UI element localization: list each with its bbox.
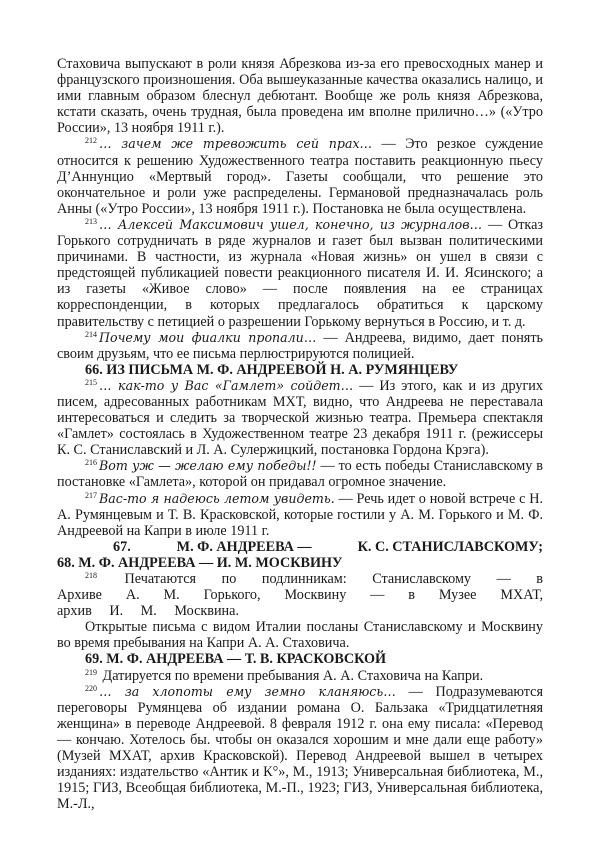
footnote-number: 217 — [85, 490, 97, 500]
footnote-213 — [57, 217, 543, 330]
section-heading-69: 69. М. Ф. АНДРЕЕВА — Т. В. КРАСКОВСКОЙ — [85, 651, 387, 668]
section-heading-67 — [57, 539, 543, 555]
footnote-215 — [57, 378, 543, 458]
footnote-number: 218 — [85, 571, 97, 580]
footnote-text: Датируется по времени пребывания А. А. Стаховича на Капри. — [99, 667, 484, 684]
footnote-number: 213 — [85, 216, 97, 226]
footnote-number: 212 — [85, 136, 97, 146]
quote: … зачем же тревожить сей прах… — [99, 136, 373, 152]
footnote-217 — [57, 491, 543, 539]
document-page — [57, 56, 543, 812]
paragraph-continuation: Стаховича выпускают в роли князя Абрезкова из-за его превосходных манер и французского произношения. Оба вышеуказанные качества оказались налицо, и ими главным образом блеснул дебютант. Вообще же роль князя Абрезкова, кстати сказать, очень трудная, была проведена им вполне прилично…» («Утро России», 13 ноября 1911 г.). — [57, 56, 543, 137]
heading-part: К. С. СТАНИСЛАВСКОМУ; — [357, 538, 543, 555]
footnote-text: Печатаются по подлинникам: Станиславскому — в Архиве А. М. Горького, Москвину — в Музее МХАТ, архив И. М. Москвина. — [57, 571, 543, 620]
footnote-text: — Речь идет о новой встрече с Н. А. Румянцевым и Т. В. Красковской, которые гостили у А. М. Горького и М. Ф. Андреевой на Капри в июле 1911 г. — [57, 490, 543, 539]
footnote-text: — Андреева, видимо, дает понять своим друзьям, что ее письма перлюстрируются полицией. — [57, 329, 543, 362]
footnote-number: 216 — [85, 458, 97, 468]
section-heading-66: 66. ИЗ ПИСЬМА М. Ф. АНДРЕЕВОЙ Н. А. РУМЯНЦЕВУ — [85, 361, 459, 378]
section-heading-68: 68. М. Ф. АНДРЕЕВА — И. М. МОСКВИНУ — [57, 554, 343, 571]
quote: Вот уж — желаю ему победы!! — [99, 458, 317, 474]
footnote-number: 219 — [85, 667, 97, 677]
footnote-number: 214 — [85, 329, 97, 339]
quote: … как-то у Вас «Гамлет» сойдет… — [99, 377, 354, 393]
quote: Вас-то я надеюсь летом увидеть. — [99, 490, 335, 506]
footnote-number: 220 — [85, 683, 97, 693]
footnote-218 — [57, 571, 543, 619]
footnote-212 — [57, 136, 543, 216]
footnote-text: — то есть победы Станиславскому в постановке «Гамлета», которой он придавал огромное значение. — [57, 458, 543, 491]
footnote-text: — Это резкое суждение относится к решению Художественного театра поставить реакционную пьесу Д’Аннунцио «Мертвый город». Газеты сообщали, что решение это окончательное и роли уже распределены. Германовой предназначалась роль Анны («Утро России», 13 ноября 1911 г.). Постановка не была осуществлена. — [57, 136, 543, 217]
footnote-text: — Подразумеваются переговоры Румянцева об издании романа О. Бальзака «Тридцатилетняя женщина» в переводе Андреевой. 8 февраля 1912 г. она ему писала: «Перевод — кончаю. Хотелось бы. чтобы он оказался хорошим и мне дали еще работу» (Музей МХАТ, архив Красковской). Перевод Андреевой вышел в четырех изданиях: издательство «Антик и К°», М., 1913; Универсальная библиотека, М., 1915; ГИЗ, Всеобщая библиотека, М.-П., 1923; ГИЗ, Универсальная библиотека, М.-Л., — [57, 683, 543, 813]
quote: … за хлопоты ему земно кланяюсь… — [99, 683, 396, 699]
footnote-text: — Из этого, как и из других писем, адресованных работникам МХТ, видно, что Андреева не переставала интересоваться и следить за творческой жизнью театра. Премьера спектакля «Гамлет» состоялась в Художественном театре 23 декабря 1911 г. (режиссеры К. С. Станиславский и Л. А. Сулержицкий, постановка Гордона Крэга). — [57, 377, 543, 459]
quote: Почему мои фиалки пропали… — [99, 329, 317, 345]
footnote-220 — [57, 684, 543, 813]
footnote-number: 215 — [85, 377, 97, 387]
section-heading-67-68 — [57, 539, 543, 571]
footnote-219 — [57, 668, 543, 684]
footnote-216 — [57, 458, 543, 490]
paragraph-open-letters: Открытые письма с видом Италии посланы Станиславскому и Москвину во время пребывания на Капри А. А. Стаховича. — [57, 619, 543, 652]
heading-number: 67. — [113, 538, 131, 555]
heading-part: М. Ф. АНДРЕЕВА — — [176, 538, 312, 555]
quote: … Алексей Максимович ушел, конечно, из журналов… — [99, 216, 483, 232]
footnote-text: — Отказ Горького сотрудничать в ряде журналов и газет был вызван политическими причинами. В частности, из журнала «Новая жизнь» он ушел в связи с предстоящей публикацией повести реакционного писателя И. И. Ясинского; а из газеты «Живое слово» — после появления на ее страницах корреспонденции, в которых предлагалось обратиться к царскому правительству с петицией о разрешении Горькому вернуться в Россию, и т. д. — [57, 216, 543, 330]
footnote-214 — [57, 330, 543, 362]
